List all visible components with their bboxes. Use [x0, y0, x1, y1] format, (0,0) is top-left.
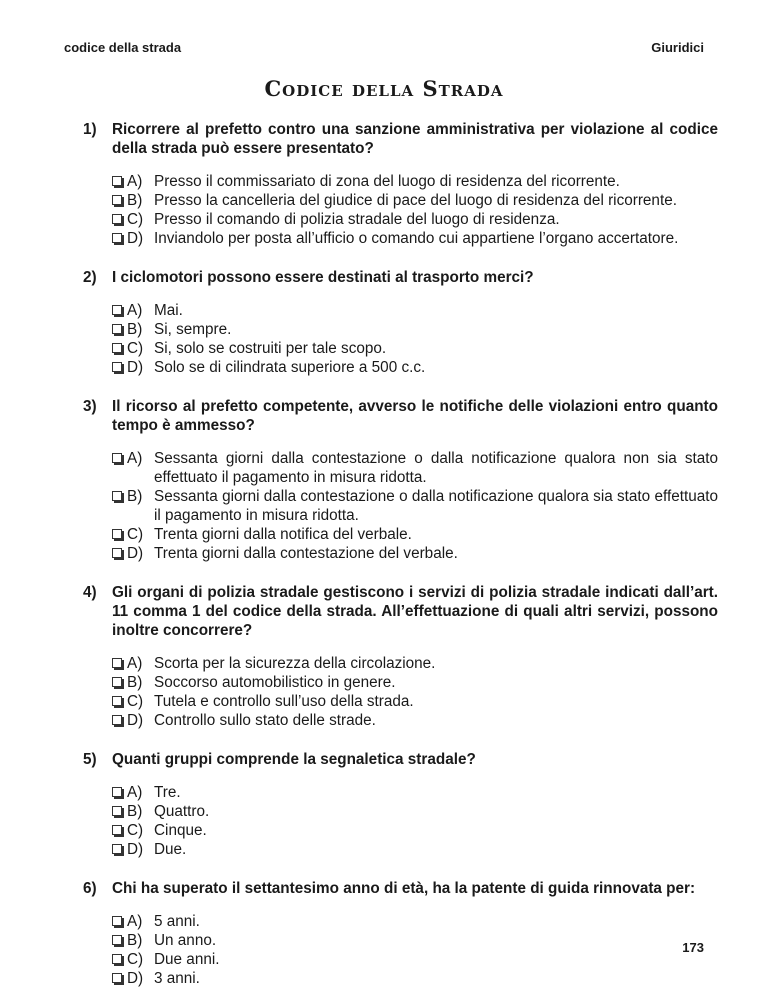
answer-option — [112, 912, 718, 931]
option-text: Sessanta giorni dalla contestazione o dalla notificazione qualora sia stato effettuato il pagamento in misura ridotta. — [154, 488, 718, 524]
option-text: Presso il comando di polizia stradale del luogo di residenza. — [154, 211, 560, 228]
option-text: Solo se di cilindrata superiore a 500 c.c. — [154, 359, 426, 376]
question-text — [83, 879, 718, 898]
question-body: Gli organi di polizia stradale gestiscono i servizi di polizia stradale indicati dall’art. 11 comma 1 del codice della strada. All’effettuazione di quali altri servizi, possono inoltre concorrere? — [112, 584, 718, 639]
checkbox-icon[interactable] — [112, 935, 122, 945]
answer-options — [112, 172, 718, 248]
checkbox-icon[interactable] — [112, 973, 122, 983]
option-text: Scorta per la sicurezza della circolazione. — [154, 655, 436, 672]
checkbox-icon[interactable] — [112, 453, 122, 463]
option-letter: A) — [127, 784, 143, 801]
checkbox-icon[interactable] — [112, 176, 122, 186]
checkbox-icon[interactable] — [112, 916, 122, 926]
option-letter: C) — [127, 526, 144, 543]
question-body: Ricorrere al prefetto contro una sanzione amministrativa per violazione al codice della strada può essere presentato? — [112, 121, 718, 157]
option-letter: B) — [127, 488, 143, 505]
answer-options — [112, 301, 718, 377]
checkbox-icon[interactable] — [112, 806, 122, 816]
option-letter: A) — [127, 913, 143, 930]
question-block — [83, 397, 718, 563]
option-text: Due. — [154, 841, 187, 858]
option-letter: D) — [127, 970, 144, 987]
option-letter: B) — [127, 932, 143, 949]
question-number: 4) — [83, 584, 97, 601]
option-text: Trenta giorni dalla notifica del verbale. — [154, 526, 412, 543]
option-letter: A) — [127, 450, 143, 467]
option-text: Inviandolo per posta all’ufficio o comando cui appartiene l’organo accertatore. — [154, 230, 679, 247]
answer-option — [112, 358, 718, 377]
page-number: 173 — [682, 940, 704, 955]
answer-option — [112, 692, 718, 711]
option-text: Controllo sullo stato delle strade. — [154, 712, 376, 729]
question-body: Quanti gruppi comprende la segnaletica stradale? — [112, 751, 476, 768]
question-number: 2) — [83, 269, 97, 286]
answer-option — [112, 191, 718, 210]
checkbox-icon[interactable] — [112, 825, 122, 835]
checkbox-icon[interactable] — [112, 696, 122, 706]
option-letter: C) — [127, 693, 144, 710]
answer-option — [112, 320, 718, 339]
question-body: I ciclomotori possono essere destinati al trasporto merci? — [112, 269, 534, 286]
option-text: Presso la cancelleria del giudice di pace del luogo di residenza del ricorrente. — [154, 192, 677, 209]
checkbox-icon[interactable] — [112, 343, 122, 353]
answer-option — [112, 525, 718, 544]
question-body: Il ricorso al prefetto competente, avverso le notifiche delle violazioni entro quanto tempo è ammesso? — [112, 398, 718, 434]
checkbox-icon[interactable] — [112, 362, 122, 372]
option-letter: C) — [127, 211, 144, 228]
checkbox-icon[interactable] — [112, 548, 122, 558]
answer-option — [112, 840, 718, 859]
option-text: Trenta giorni dalla contestazione del verbale. — [154, 545, 458, 562]
page-title: Codice della Strada — [264, 76, 504, 101]
checkbox-icon[interactable] — [112, 658, 122, 668]
answer-option — [112, 210, 718, 229]
running-header-left: codice della strada — [64, 40, 182, 55]
option-text: Tutela e controllo sull’uso della strada. — [154, 693, 414, 710]
option-letter: D) — [127, 841, 144, 858]
question-text — [83, 583, 718, 640]
option-text: Soccorso automobilistico in genere. — [154, 674, 396, 691]
option-letter: B) — [127, 674, 143, 691]
option-letter: D) — [127, 545, 144, 562]
option-text: 3 anni. — [154, 970, 200, 987]
question-number: 3) — [83, 398, 97, 415]
question-text — [83, 750, 718, 769]
answer-options — [112, 783, 718, 859]
question-block — [83, 879, 718, 988]
question-body: Chi ha superato il settantesimo anno di età, ha la patente di guida rinnovata per: — [112, 880, 696, 897]
option-text: Due anni. — [154, 951, 220, 968]
option-text: Un anno. — [154, 932, 217, 949]
option-text: Sessanta giorni dalla contestazione o dalla notificazione qualora non sia stato effettuato il pagamento in misura ridotta. — [154, 450, 718, 486]
option-text: Si, sempre. — [154, 321, 232, 338]
answer-option — [112, 172, 718, 191]
option-letter: D) — [127, 712, 144, 729]
answer-option — [112, 802, 718, 821]
answer-options — [112, 449, 718, 563]
answer-options — [112, 654, 718, 730]
option-letter: B) — [127, 321, 143, 338]
option-letter: D) — [127, 359, 144, 376]
checkbox-icon[interactable] — [112, 787, 122, 797]
checkbox-icon[interactable] — [112, 324, 122, 334]
answer-option — [112, 931, 718, 950]
running-header-right: Giuridici — [651, 40, 704, 55]
question-block — [83, 120, 718, 248]
answer-option — [112, 654, 718, 673]
question-number: 5) — [83, 751, 97, 768]
checkbox-icon[interactable] — [112, 529, 122, 539]
checkbox-icon[interactable] — [112, 844, 122, 854]
answer-option — [112, 711, 718, 730]
option-letter: C) — [127, 951, 144, 968]
answer-option — [112, 673, 718, 692]
option-letter: A) — [127, 173, 143, 190]
answer-option — [112, 950, 718, 969]
option-text: Presso il commissariato di zona del luogo di residenza del ricorrente. — [154, 173, 620, 190]
question-block — [83, 583, 718, 730]
answer-option — [112, 821, 718, 840]
checkbox-icon[interactable] — [112, 491, 122, 501]
option-text: Cinque. — [154, 822, 207, 839]
option-letter: C) — [127, 822, 144, 839]
question-number: 1) — [83, 121, 97, 138]
option-letter: A) — [127, 655, 143, 672]
answer-option — [112, 487, 718, 525]
option-letter: A) — [127, 302, 143, 319]
option-text: Quattro. — [154, 803, 210, 820]
option-letter: B) — [127, 192, 143, 209]
checkbox-icon[interactable] — [112, 715, 122, 725]
answer-option — [112, 969, 718, 988]
option-text: Mai. — [154, 302, 183, 319]
question-block — [83, 750, 718, 859]
answer-option — [112, 783, 718, 802]
answer-option — [112, 301, 718, 320]
question-text — [83, 397, 718, 435]
question-text — [83, 268, 718, 287]
answer-option — [112, 449, 718, 487]
answer-options — [112, 912, 718, 988]
question-list — [83, 120, 718, 1008]
checkbox-icon[interactable] — [112, 233, 122, 243]
answer-option — [112, 229, 718, 248]
option-text: Si, solo se costruiti per tale scopo. — [154, 340, 387, 357]
answer-option — [112, 339, 718, 358]
option-letter: D) — [127, 230, 144, 247]
answer-option — [112, 544, 718, 563]
checkbox-icon[interactable] — [112, 954, 122, 964]
question-text — [83, 120, 718, 158]
checkbox-icon[interactable] — [112, 195, 122, 205]
option-text: Tre. — [154, 784, 181, 801]
option-letter: B) — [127, 803, 143, 820]
checkbox-icon[interactable] — [112, 214, 122, 224]
checkbox-icon[interactable] — [112, 305, 122, 315]
option-text: 5 anni. — [154, 913, 200, 930]
question-number: 6) — [83, 880, 97, 897]
option-letter: C) — [127, 340, 144, 357]
question-block — [83, 268, 718, 377]
checkbox-icon[interactable] — [112, 677, 122, 687]
